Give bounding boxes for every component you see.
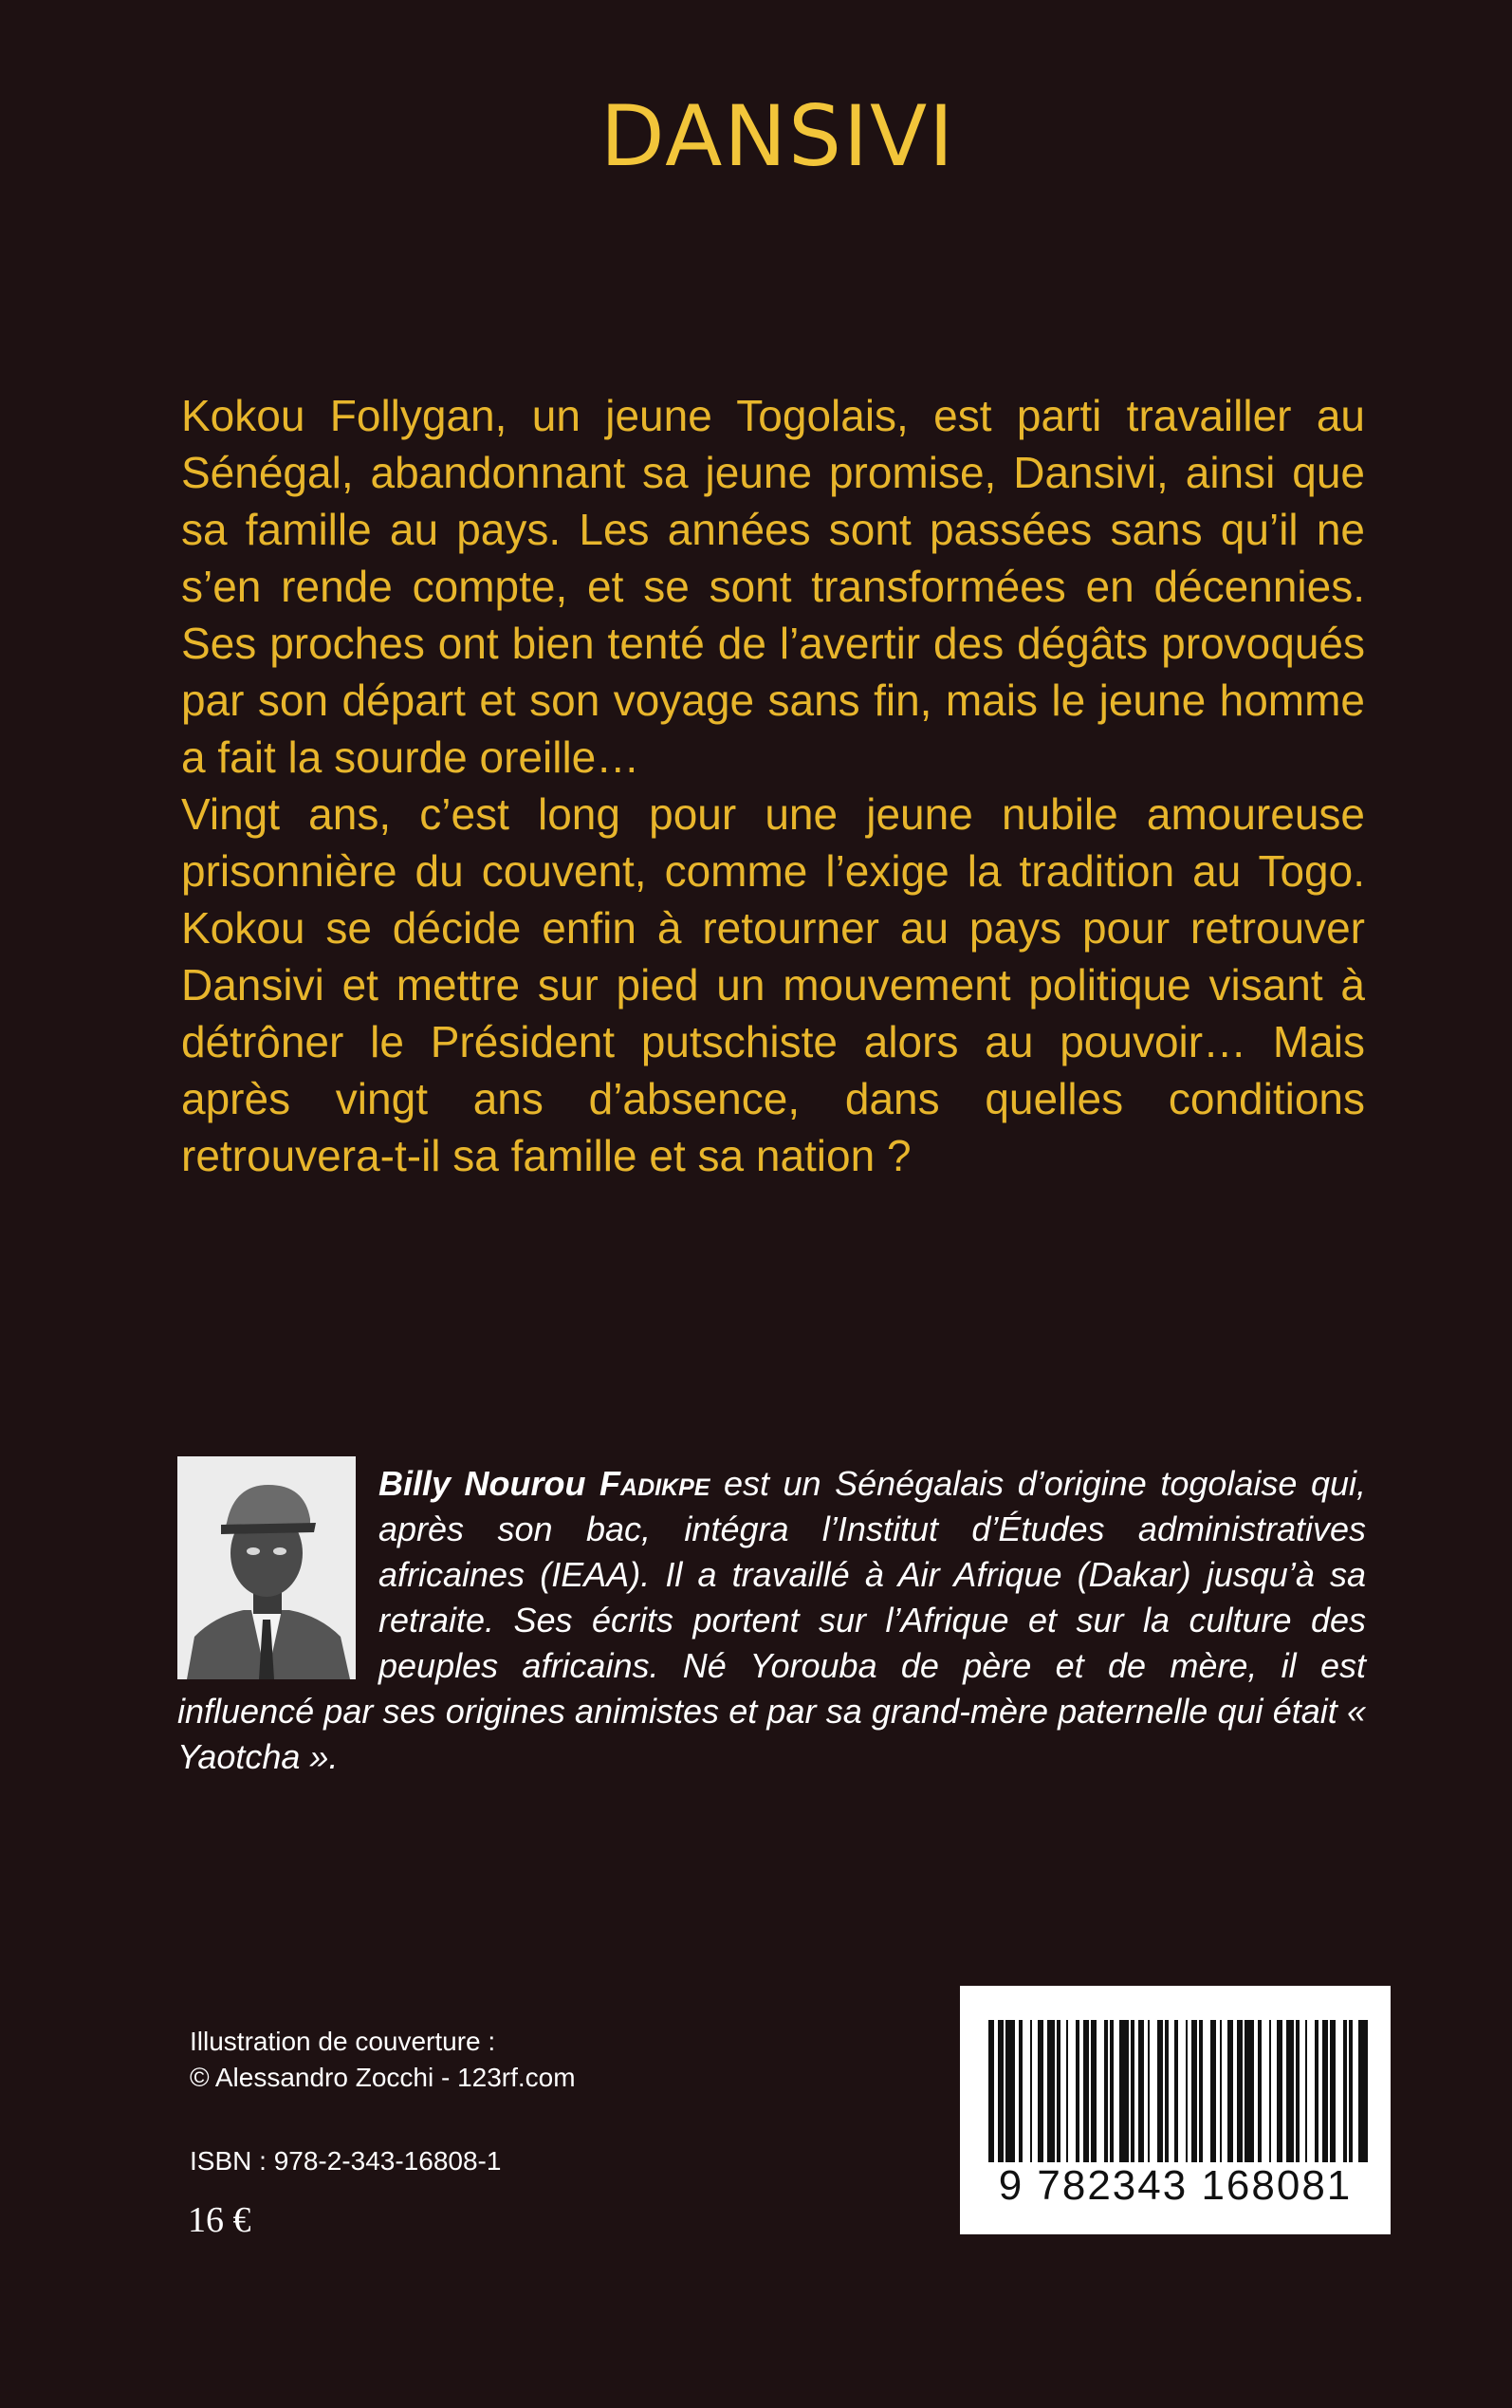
credits-line-2: © Alessandro Zocchi - 123rf.com bbox=[190, 2063, 576, 2092]
barcode-bar bbox=[1315, 2020, 1318, 2162]
barcode-bar bbox=[1138, 2020, 1144, 2162]
barcode-bar bbox=[1047, 2020, 1055, 2162]
barcode-bar bbox=[1220, 2020, 1222, 2162]
barcode-bar bbox=[1237, 2020, 1243, 2162]
barcode-digits: 9 782343 168081 bbox=[998, 2162, 1353, 2209]
barcode-bar bbox=[1019, 2020, 1023, 2162]
author-name: Billy Nourou Fadikpe bbox=[378, 1464, 710, 1503]
barcode-bar bbox=[1030, 2020, 1032, 2162]
barcode-bar bbox=[1322, 2020, 1328, 2162]
barcode-bar bbox=[1258, 2020, 1262, 2162]
barcode-bar bbox=[1005, 2020, 1015, 2162]
barcode-bar bbox=[1165, 2020, 1169, 2162]
barcode-bar bbox=[1296, 2020, 1300, 2162]
barcode-bar bbox=[1110, 2020, 1114, 2162]
barcode-bar bbox=[1286, 2020, 1294, 2162]
barcode-bar bbox=[1191, 2020, 1197, 2162]
barcode-bar bbox=[1131, 2020, 1134, 2162]
barcode-bar bbox=[1066, 2020, 1068, 2162]
barcode-bar bbox=[1091, 2020, 1097, 2162]
barcode-bar bbox=[1083, 2020, 1089, 2162]
barcode-bar bbox=[988, 2020, 994, 2162]
back-cover-blurb bbox=[181, 387, 1365, 1184]
barcode-bar bbox=[1358, 2020, 1368, 2162]
credits-line-1: Illustration de couverture : bbox=[190, 2027, 496, 2056]
blurb-paragraph-2: Vingt ans, c’est long pour une jeune nubile amoureuse prisonnière du couvent, comme l’exige la tradition au Togo. Kokou se décide enfin à retourner au pays pour retrouver Dansivi et mettre sur pied un mouvement politique visant à détrôner le Président putschiste alors au pouvoir… Mais après vingt ans d’absence, dans quelles conditions retrouvera-t-il sa famille et sa nation ? bbox=[181, 789, 1365, 1180]
barcode-bars-icon bbox=[960, 1986, 1391, 2166]
barcode-bar bbox=[998, 2020, 1004, 2162]
price: 16 € bbox=[188, 2200, 251, 2240]
cover-credits bbox=[190, 2024, 576, 2096]
barcode-bar bbox=[1269, 2020, 1271, 2162]
barcode-bar bbox=[1199, 2020, 1203, 2162]
barcode-bar bbox=[1277, 2020, 1282, 2162]
barcode-bar bbox=[1174, 2020, 1178, 2162]
barcode-bar bbox=[1343, 2020, 1347, 2162]
barcode-bar bbox=[1245, 2020, 1254, 2162]
blurb-paragraph-1: Kokou Follygan, un jeune Togolais, est parti travailler au Sénégal, abandonnant sa jeune promise, Dansivi, ainsi que sa famille au pays. Les années sont passées sans qu’il ne s’en rende compte, et se sont transformées en décennies. Ses proches ont bien tenté de l’avertir des dégâts provoqués par son départ et son voyage sans fin, mais le jeune homme a fait la sourde oreille… bbox=[181, 391, 1365, 782]
author-bio bbox=[177, 1461, 1366, 1780]
author-bio-text: est un Sénégalais d’origine togolaise qui, après son bac, intégra l’Institut d’Études administratives africaines (IEAA). Il a travaillé à Air Afrique (Dakar) jusqu’à sa retraite. Ses écrits portent sur l’Afrique et sur la culture des peuples africains. Né Yorouba de père et de mère, il est influencé par ses origines animistes et par sa grand-mère paternelle qui était « Yaotcha ». bbox=[177, 1464, 1366, 1776]
barcode-bar bbox=[1057, 2020, 1060, 2162]
barcode-bar bbox=[1148, 2020, 1150, 2162]
barcode-bar bbox=[1186, 2020, 1188, 2162]
book-title: DANSIVI bbox=[599, 87, 956, 185]
barcode-bar bbox=[1330, 2020, 1336, 2162]
barcode-bar bbox=[1227, 2020, 1233, 2162]
barcode-bar bbox=[1104, 2020, 1108, 2162]
barcode-bar bbox=[1076, 2020, 1079, 2162]
barcode-bar bbox=[1349, 2020, 1353, 2162]
barcode-bar bbox=[1210, 2020, 1216, 2162]
barcode-bar bbox=[1157, 2020, 1163, 2162]
barcode-bar bbox=[1119, 2020, 1129, 2162]
barcode-bar bbox=[1038, 2020, 1043, 2162]
barcode-bar bbox=[1305, 2020, 1307, 2162]
barcode bbox=[960, 1986, 1391, 2234]
isbn: ISBN : 978-2-343-16808-1 bbox=[190, 2146, 502, 2176]
